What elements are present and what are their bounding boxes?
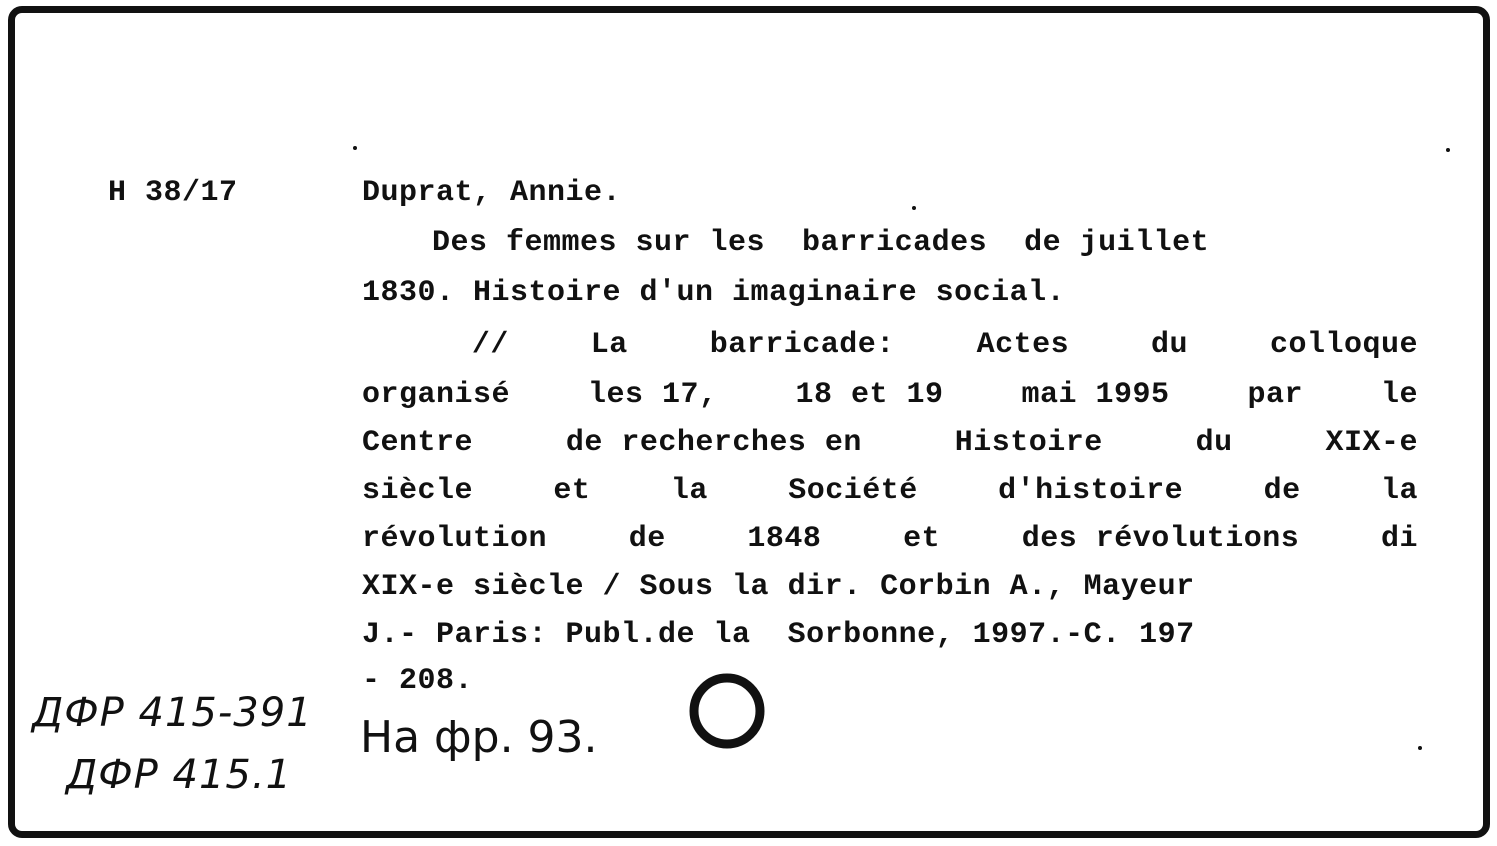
citation-segment: du [1195, 426, 1233, 460]
citation-segment: par [1247, 378, 1304, 412]
citation-segment [362, 328, 390, 362]
citation-segment: et [903, 522, 941, 556]
citation-line [362, 664, 1418, 698]
library-stamp-circle [688, 672, 766, 750]
citation-segment: barricade: [709, 328, 895, 362]
citation-segment: 1848 [747, 522, 822, 556]
citation-segment: des révolutions [1021, 522, 1300, 556]
citation-line [362, 276, 1418, 310]
citation-segment: la [670, 474, 708, 508]
citation-segment: de recherches en [565, 426, 862, 460]
citation-segment: d'histoire [998, 474, 1184, 508]
citation-segment: di [1380, 522, 1418, 556]
citation-segment: La [590, 328, 628, 362]
author: Duprat, Annie. [362, 176, 622, 210]
citation-line [362, 426, 1418, 460]
citation-segment: le [1380, 378, 1418, 412]
citation-segment: du [1151, 328, 1189, 362]
citation-line [362, 328, 1418, 362]
citation-segment: // [471, 328, 509, 362]
citation-segment: siècle [362, 474, 474, 508]
citation-segment: Histoire [954, 426, 1103, 460]
speck [1418, 746, 1422, 750]
citation-segment: Actes [976, 328, 1070, 362]
citation-segment: et [553, 474, 591, 508]
speck [912, 206, 916, 210]
citation-line [362, 522, 1418, 556]
citation-line [362, 226, 1418, 260]
citation-line [362, 474, 1418, 508]
citation-line [362, 570, 1418, 604]
author-line [362, 176, 1418, 210]
citation-segment: Société [788, 474, 918, 508]
citation-segment: Des femmes sur les barricades de juillet [432, 226, 1210, 260]
citation-segment: 1830. Histoire d'un imaginaire social. [362, 276, 1066, 310]
citation-segment: XIX-e siècle / Sous la dir. Corbin A., Mayeur [362, 570, 1195, 604]
citation-segment: les 17, [588, 378, 718, 412]
citation-segment: la [1380, 474, 1418, 508]
citation-segment: révolution [362, 522, 548, 556]
citation-segment: - 208. [362, 664, 474, 698]
citation-segment: colloque [1269, 328, 1418, 362]
citation-line [362, 378, 1418, 412]
speck [1446, 148, 1450, 152]
handwritten-call-number: ДФР 415.1 [66, 752, 293, 798]
citation-segment: organisé [362, 378, 511, 412]
citation-segment: de [628, 522, 666, 556]
citation-segment: 18 et 19 [795, 378, 944, 412]
handwritten-call-number: ДФР 415-391 [32, 690, 313, 736]
citation-line [362, 618, 1418, 652]
citation-segment: Centre [362, 426, 474, 460]
citation-segment: mai 1995 [1021, 378, 1170, 412]
citation-segment: XIX-e [1325, 426, 1418, 460]
handwritten-note: На фр. 93. [360, 712, 598, 763]
speck [353, 146, 357, 150]
citation-segment: de [1263, 474, 1301, 508]
citation-segment: J.- Paris: Publ.de la Sorbonne, 1997.-C. 197 [362, 618, 1195, 652]
shelfmark: H 38/17 [108, 176, 238, 210]
